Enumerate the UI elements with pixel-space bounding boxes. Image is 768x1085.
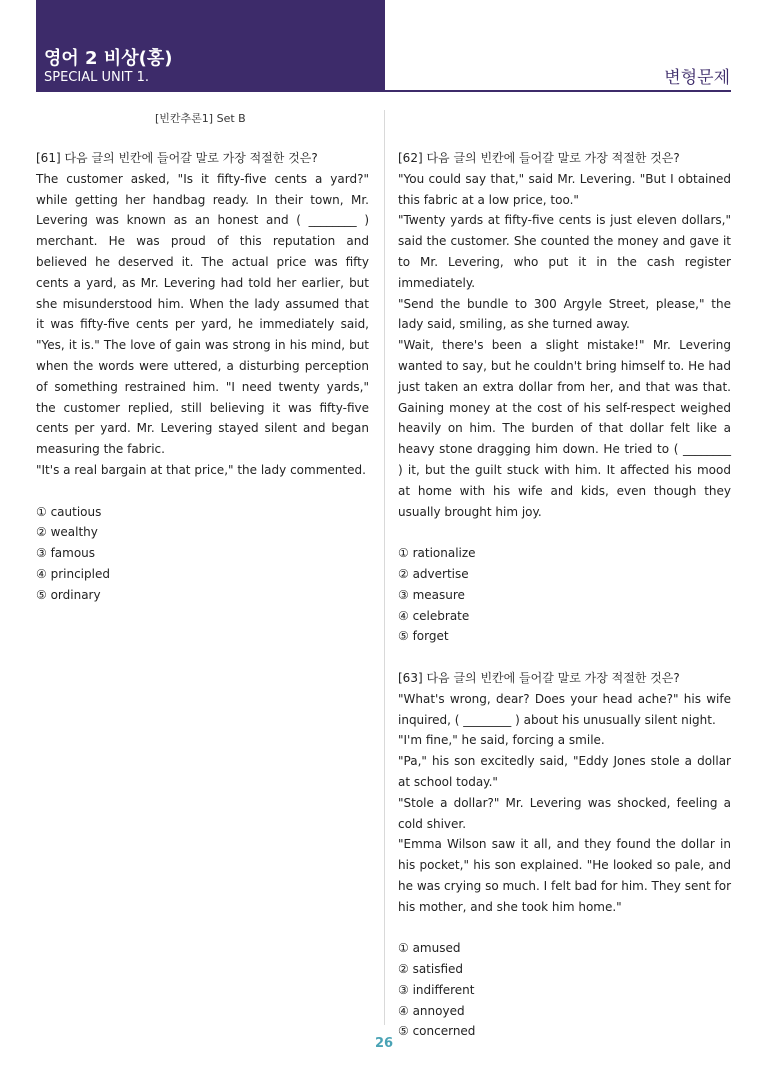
column-divider: [384, 110, 385, 1025]
spacer: [398, 647, 731, 668]
passage-paragraph: "Wait, there's been a slight mistake!" Mr. Levering wanted to say, but he couldn't bring himself to. He had just taken an extra dollar from her, and that was that. Gaining money at the cost of his self-respect weighed heavily on him. The burden of that dollar felt like a heavy stone dragging him down. He tried to ( ________ ) it, but the guilt stuck with him. It affected his mood at home with his wife and kids, even though they usually brought him joy.: [398, 338, 731, 519]
choice-list: [36, 502, 369, 606]
choice-item[interactable]: ② advertise: [398, 566, 469, 581]
header-title: 영어 2 비상(홍): [44, 48, 173, 69]
passage-paragraph: "Send the bundle to 300 Argyle Street, please," the lady said, smiling, as she turned away.: [398, 296, 731, 332]
question-passage: [36, 169, 369, 481]
choice-item[interactable]: ① rationalize: [398, 546, 476, 561]
set-label: [빈칸추론1] Set B: [155, 112, 246, 125]
choice-item[interactable]: ② wealthy: [36, 525, 98, 540]
page-number: 26: [374, 1036, 394, 1051]
passage-paragraph: "Twenty yards at fifty-five cents is just eleven dollars," said the customer. She counted the money and gave it to Mr. Levering, who put it in the cash register immediately.: [398, 213, 731, 290]
passage-paragraph: "I'm fine," he said, forcing a smile.: [398, 733, 605, 748]
question-title: [63] 다음 글의 빈칸에 들어갈 말로 가장 적절한 것은?: [398, 670, 680, 685]
passage-paragraph: "Stole a dollar?" Mr. Levering was shocked, feeling a cold shiver.: [398, 795, 731, 831]
question-passage: [398, 169, 731, 523]
choice-item[interactable]: ② satisfied: [398, 962, 464, 977]
header-rule: [385, 90, 731, 92]
passage-paragraph: "Emma Wilson saw it all, and they found the dollar in his pocket," his son explained. "He looked so pale, and he was crying so much. I felt bad for him. They sent for his mother, and she took him home.": [398, 837, 731, 914]
question-passage: [398, 689, 731, 918]
left-column: [36, 148, 369, 606]
passage-paragraph: "What's wrong, dear? Does your head ache?" his wife inquired, ( ________ ) about his unusually silent night.: [398, 691, 731, 727]
choice-item[interactable]: ① amused: [398, 941, 461, 956]
question-61: [36, 148, 369, 606]
question-title: [61] 다음 글의 빈칸에 들어갈 말로 가장 적절한 것은?: [36, 151, 318, 165]
choice-item[interactable]: ③ famous: [36, 546, 96, 561]
choice-item[interactable]: ④ annoyed: [398, 1003, 465, 1018]
choice-item[interactable]: ③ indifferent: [398, 982, 475, 997]
passage-paragraph: "Pa," his son excitedly said, "Eddy Jones stole a dollar at school today.": [398, 754, 731, 789]
passage-paragraph: The customer asked, "Is it fifty-five cents a yard?" while getting her handbag ready. In their town, Mr. Levering was known as an honest and ( ________ ) merchant. He was proud of this reputation and believed he deserved it. The actual price was fifty cents a yard, as Mr. Levering had told her earlier, but she misunderstood him. When the lady assumed that it was fifty-five cents per yard, he immediately said, "Yes, it is." The love of gain was strong in his mind, but when the words were uttered, a disturbing perception of something restrained him. "I need twenty yards," the customer replied, still believing it was fifty-five cents per yard. Mr. Levering stayed silent and began measuring the fabric.: [36, 171, 369, 457]
header-subtitle: SPECIAL UNIT 1.: [44, 70, 150, 85]
choice-item[interactable]: ③ measure: [398, 587, 465, 602]
choice-item[interactable]: ④ principled: [36, 566, 110, 581]
passage-paragraph: "You could say that," said Mr. Levering. "But I obtained this fabric at a low price, too.": [398, 171, 731, 207]
choice-item[interactable]: ⑤ concerned: [398, 1024, 476, 1039]
choice-list: [398, 543, 731, 647]
question-63: [398, 668, 731, 1042]
header-right-label: 변형문제: [664, 68, 730, 88]
question-62: [398, 148, 731, 647]
choice-item[interactable]: ① cautious: [36, 504, 102, 519]
choice-item[interactable]: ⑤ ordinary: [36, 587, 101, 602]
passage-paragraph: "It's a real bargain at that price," the lady commented.: [36, 462, 366, 477]
choice-list: [398, 938, 731, 1042]
choice-item[interactable]: ④ celebrate: [398, 608, 470, 623]
right-column: [398, 148, 731, 1042]
choice-item[interactable]: ⑤ forget: [398, 629, 449, 644]
question-title: [62] 다음 글의 빈칸에 들어갈 말로 가장 적절한 것은?: [398, 151, 680, 165]
